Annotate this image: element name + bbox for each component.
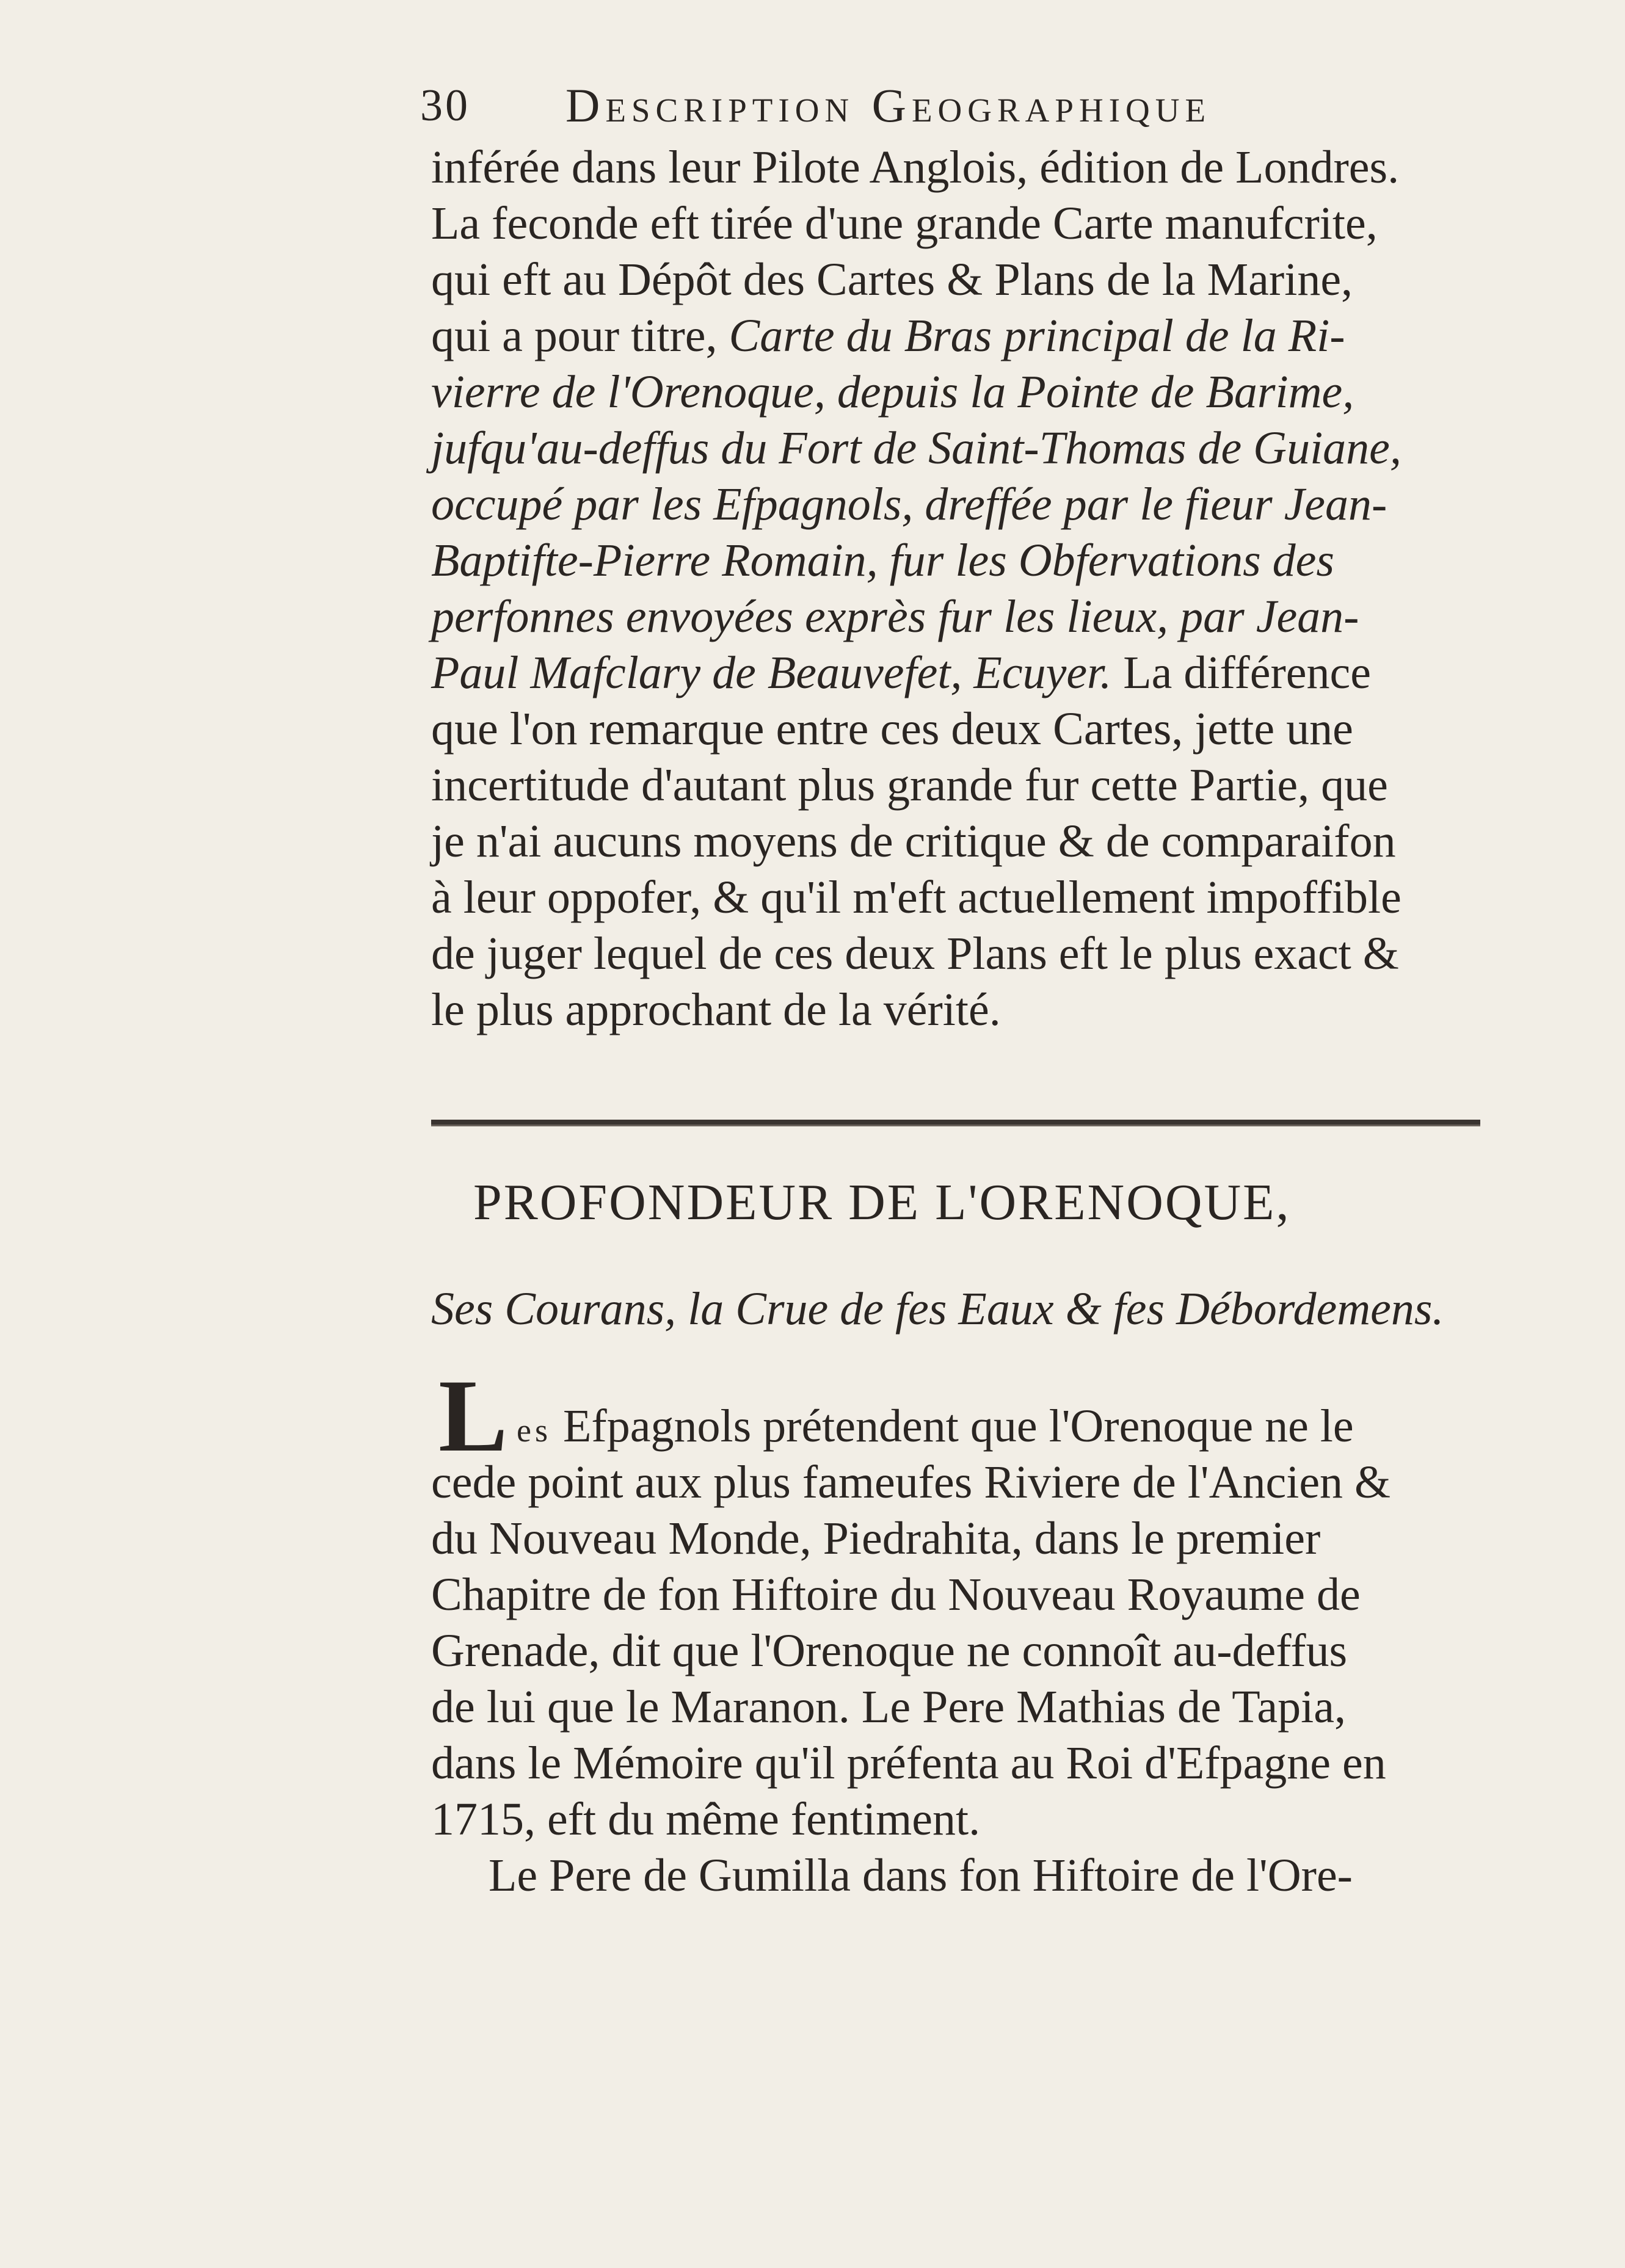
drop-cap: L xyxy=(438,1358,508,1473)
drop-cap-suffix: es xyxy=(517,1412,551,1449)
text-line: de lui que le Maranon. Le Pere Mathias de Tapia, xyxy=(431,1681,1346,1733)
section-divider xyxy=(431,1120,1480,1126)
text-line: inférée dans leur Pilote Anglois, édition de Londres. xyxy=(431,142,1400,193)
text-italic: Carte du Bras principal de la Ri- xyxy=(729,310,1345,361)
text-line: je n'ai aucuns moyens de critique & de comparaifon xyxy=(431,816,1396,867)
text-line: dans le Mémoire qu'il préfenta au Roi d'Efpagne en xyxy=(431,1737,1386,1789)
text-line: Chapitre de fon Hiftoire du Nouveau Royaume de xyxy=(431,1569,1361,1620)
text-line-mixed xyxy=(431,645,1371,701)
text-line: cede point aux plus fameufes Riviere de l'Ancien & xyxy=(431,1457,1391,1508)
text-line: perfonnes envoyées exprès fur les lieux, par Jean- xyxy=(431,591,1359,642)
text-roman: La différence xyxy=(1111,647,1371,698)
text-line: qui eft au Dépôt des Cartes & Plans de la Marine, xyxy=(431,254,1353,305)
text-line: Baptifte-Pierre Romain, fur les Obfervations des xyxy=(431,535,1334,586)
running-title: Description Geographique xyxy=(565,79,1212,132)
text-line: de juger lequel de ces deux Plans eft le plus exact & xyxy=(431,928,1399,979)
section-title: PROFONDEUR DE L'ORENOQUE, xyxy=(473,1174,1291,1231)
text-line: Grenade, dit que l'Orenoque ne connoît au-deffus xyxy=(431,1625,1348,1676)
text-line: à leur oppofer, & qu'il m'eft actuellement impoffible xyxy=(431,872,1401,923)
page-number: 30 xyxy=(420,81,470,131)
text-italic: Paul Mafclary de Beauvefet, Ecuyer. xyxy=(431,647,1112,698)
text-roman: Efpagnols prétendent que l'Orenoque ne le xyxy=(551,1400,1354,1452)
text-line: La feconde eft tirée d'une grande Carte manufcrite, xyxy=(431,198,1378,249)
text-line: jufqu'au-deffus du Fort de Saint-Thomas de Guiane, xyxy=(431,422,1401,474)
text-line: le plus approchant de la vérité. xyxy=(431,984,1001,1035)
text-line: incertitude d'autant plus grande fur cette Partie, que xyxy=(431,759,1388,811)
text-line: occupé par les Efpagnols, dreffée par le fieur Jean- xyxy=(431,479,1387,530)
text-line-first xyxy=(517,1398,1354,1454)
text-line: vierre de l'Orenoque, depuis la Pointe de Barime, xyxy=(431,366,1354,418)
text-line-mixed xyxy=(431,308,1345,364)
text-line: 1715, eft du même fentiment. xyxy=(431,1794,981,1845)
section-subtitle: Ses Courans, la Crue de fes Eaux & fes Débordemens. xyxy=(431,1283,1444,1335)
text-line: Le Pere de Gumilla dans fon Hiftoire de l'Ore- xyxy=(489,1850,1353,1901)
text-line: du Nouveau Monde, Piedrahita, dans le premier xyxy=(431,1513,1321,1564)
page-header xyxy=(420,72,1397,139)
text-roman: qui a pour titre, xyxy=(431,310,729,361)
text-line: que l'on remarque entre ces deux Cartes, jette une xyxy=(431,703,1353,755)
